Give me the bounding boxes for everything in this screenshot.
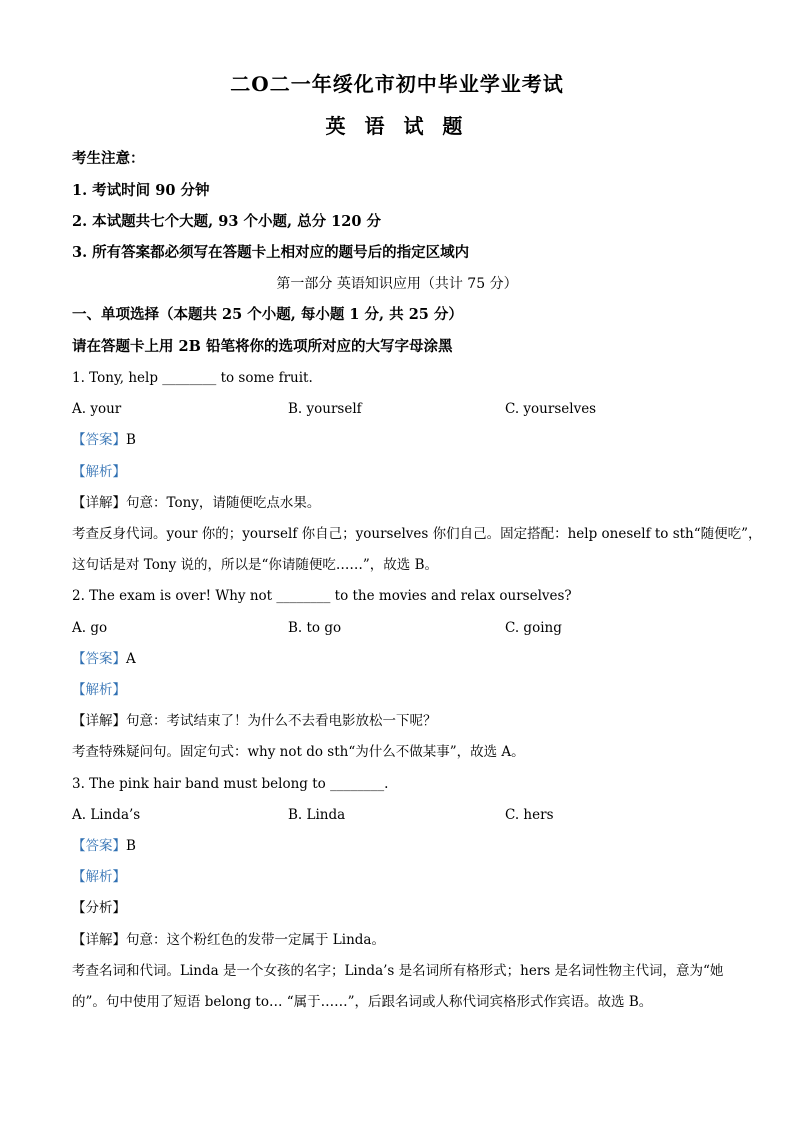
- explanation-line: 考查反身代词。your 你的；yourself 你自己；yourselves 你们自己。固定搭配：help oneself to sth“随便吃”，: [72, 526, 762, 542]
- part-title: 第一部分 英语知识应用（共计 75 分）: [276, 276, 518, 292]
- explanation-line: 考查名词和代词。Linda 是一个女孩的名字；Linda’s 是名词所有格形式；hers 是名词性物主代词，意为“她: [72, 963, 724, 979]
- option-a: A. go: [72, 620, 108, 636]
- exam-subtitle: 英 语 试 题: [325, 114, 469, 138]
- option-c: C. yourselves: [505, 401, 597, 417]
- explanation-line: 的”。句中使用了短语 belong to… “属于……”，后跟名词或人称代词宾格形式作宾语。故选 B。: [72, 994, 653, 1010]
- question-stem: 1. Tony, help ________ to some fruit.: [72, 370, 313, 386]
- explanation-line: 考查特殊疑问句。固定句式：why not do sth“为什么不做某事”，故选 A。: [72, 744, 525, 760]
- analysis-tag: 【解析】: [72, 464, 126, 480]
- detail-text: 句意：这个粉红色的发带一定属于 Linda。: [126, 932, 385, 948]
- analysis-tag: 【解析】: [72, 869, 126, 885]
- exam-title: 二O二一年绥化市初中毕业学业考试: [230, 72, 564, 96]
- detail-line: [72, 711, 732, 731]
- answer-tag: 【答案】: [72, 838, 126, 854]
- notice-item: 2. 本试题共七个大题, 93 个小题, 总分 120 分: [72, 213, 381, 230]
- detail-tag: 【详解】: [72, 713, 126, 729]
- detail-tag: 【详解】: [72, 932, 126, 948]
- answer-line: [72, 430, 732, 450]
- answer-value: A: [126, 651, 136, 667]
- explanation-line: 这句话是对 Tony 说的，所以是“你请随便吃……”，故选 B。: [72, 557, 439, 573]
- detail-text: 句意：考试结束了！为什么不去看电影放松一下呢？: [126, 713, 437, 729]
- option-a: A. your: [72, 401, 122, 417]
- option-c: C. going: [505, 620, 562, 636]
- detail-tag: 【详解】: [72, 495, 126, 511]
- option-b: B. to go: [288, 620, 342, 636]
- answer-value: B: [126, 838, 136, 854]
- detail-line: [72, 493, 732, 513]
- extra-tag: 【分析】: [72, 900, 126, 916]
- section-instruction: 请在答题卡上用 2B 铅笔将你的选项所对应的大写字母涂黑: [72, 338, 453, 355]
- question-stem: 2. The exam is over! Why not ________ to the movies and relax ourselves?: [72, 588, 572, 604]
- detail-text: 句意：Tony，请随便吃点水果。: [126, 495, 321, 511]
- answer-tag: 【答案】: [72, 651, 126, 667]
- answer-value: B: [126, 432, 136, 448]
- notice-item: 1. 考试时间 90 分钟: [72, 182, 210, 199]
- notice-heading: 考生注意：: [72, 150, 145, 167]
- analysis-tag: 【解析】: [72, 682, 126, 698]
- option-a: A. Linda’s: [72, 807, 141, 823]
- answer-line: [72, 649, 732, 669]
- detail-line: [72, 930, 732, 950]
- option-b: B. yourself: [288, 401, 362, 417]
- answer-line: [72, 836, 732, 856]
- answer-tag: 【答案】: [72, 432, 126, 448]
- option-c: C. hers: [505, 807, 554, 823]
- question-stem: 3. The pink hair band must belong to ________.: [72, 776, 389, 792]
- section-heading: 一、单项选择（本题共 25 个小题, 每小题 1 分, 共 25 分）: [72, 306, 463, 323]
- option-b: B. Linda: [288, 807, 346, 823]
- notice-item: 3. 所有答案都必须写在答题卡上相对应的题号后的指定区域内: [72, 244, 470, 261]
